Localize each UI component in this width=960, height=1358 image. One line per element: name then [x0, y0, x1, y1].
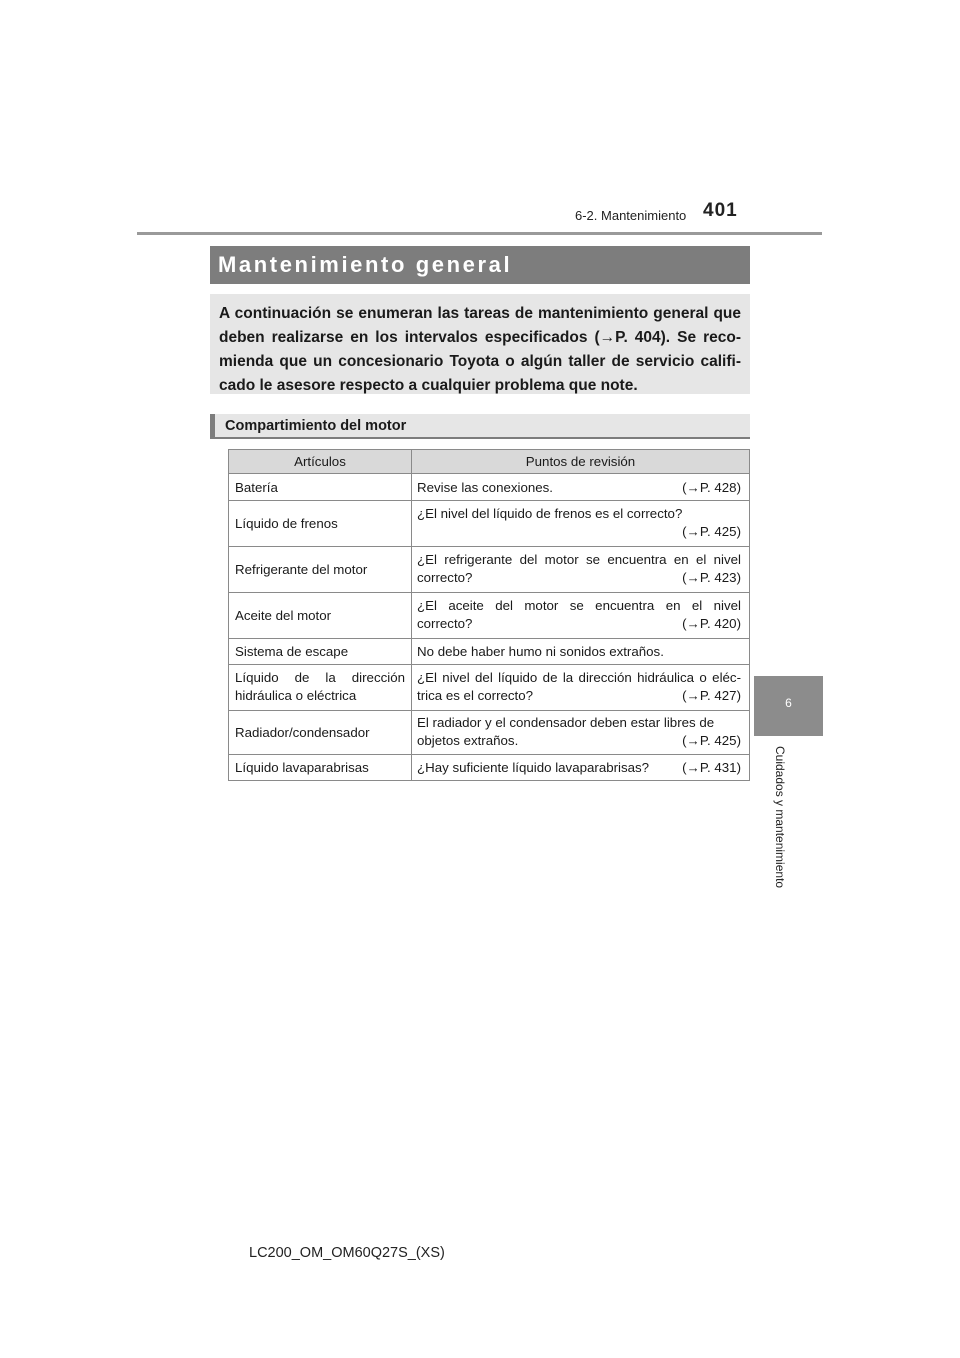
item-name: Líquido lavaparabrisas — [235, 760, 369, 775]
check-text: ¿El aceite del motor se encuentra en el nivel — [417, 598, 741, 613]
page-number: 401 — [703, 200, 738, 221]
check-cell — [412, 474, 750, 501]
table-row — [229, 639, 750, 665]
check-text: El radiador y el condensador deben estar libres de — [417, 715, 715, 730]
check-text: objetos extraños. — [417, 733, 519, 748]
page-title-bar — [210, 246, 750, 284]
item-name: Líquido de la dirección — [235, 670, 405, 685]
check-cell — [412, 665, 750, 711]
chapter-label: Cuidados y mantenimiento — [773, 746, 787, 889]
check-cell — [412, 711, 750, 755]
table-row — [229, 755, 750, 781]
page-reference: (→P. 428) — [682, 479, 741, 495]
page-title: Mantenimiento general — [218, 252, 513, 277]
check-cell — [412, 755, 750, 781]
intro-paragraph — [219, 302, 741, 398]
check-text: correcto? — [417, 570, 473, 585]
check-text: ¿Hay suficiente líquido lavaparabrisas? — [417, 760, 650, 775]
check-cell — [412, 501, 750, 547]
item-cell — [229, 501, 412, 547]
table-header-row — [229, 450, 750, 474]
table-row — [229, 711, 750, 755]
intro-box — [210, 294, 750, 394]
page-reference: (→P. 427) — [682, 688, 741, 703]
page-reference: (→P. 425) — [682, 733, 741, 748]
table-row — [229, 474, 750, 501]
item-cell — [229, 711, 412, 755]
table-row — [229, 501, 750, 547]
intro-line: mienda que un concesionario Toyota o algún taller de servicio califi- — [219, 353, 741, 370]
section-title: 6-2. Mantenimiento — [575, 208, 687, 223]
item-cell — [229, 547, 412, 593]
page-reference: (→P. 425) — [682, 524, 741, 539]
item-cell — [229, 665, 412, 711]
chapter-tab[interactable] — [754, 676, 823, 736]
column-header-checkpoints: Puntos de revisión — [412, 450, 750, 474]
item-name: Radiador/condensador — [235, 725, 370, 740]
table-row — [229, 593, 750, 639]
chapter-number: 6 — [785, 696, 792, 710]
intro-line: cado le asesore respecto a cualquier problema que note. — [219, 377, 638, 394]
item-cell — [229, 755, 412, 781]
item-name: Líquido de frenos — [235, 516, 338, 531]
page-reference: (→P. 420) — [682, 616, 741, 631]
check-text: Revise las conexiones. — [417, 479, 553, 495]
item-name: Aceite del motor — [235, 608, 332, 623]
header-divider — [137, 232, 822, 235]
item-name: Batería — [235, 479, 278, 495]
page-reference: (→P. 431) — [682, 760, 741, 775]
maintenance-table — [228, 449, 750, 781]
item-cell — [229, 639, 412, 665]
item-cell — [229, 474, 412, 501]
check-cell — [412, 593, 750, 639]
item-name: Refrigerante del motor — [235, 562, 368, 577]
item-cell — [229, 593, 412, 639]
check-text: trica es el correcto? — [417, 688, 534, 703]
subsection-title: Compartimiento del motor — [225, 418, 407, 434]
check-text: ¿El nivel del líquido de la dirección hidráulica o eléc- — [417, 670, 741, 685]
check-text: ¿El nivel del líquido de frenos es el correcto? — [417, 506, 683, 521]
table-row — [229, 547, 750, 593]
check-cell — [412, 639, 750, 665]
item-name: hidráulica o eléctrica — [235, 688, 357, 703]
check-text: ¿El refrigerante del motor se encuentra en el nivel — [417, 552, 741, 567]
intro-line: A continuación se enumeran las tareas de mantenimiento general que — [219, 305, 741, 322]
subsection-heading — [210, 414, 750, 439]
check-cell — [412, 547, 750, 593]
page-reference: (→P. 423) — [682, 570, 741, 585]
document-code: LC200_OM_OM60Q27S_(XS) — [249, 1245, 445, 1261]
check-text: correcto? — [417, 616, 473, 631]
intro-line: deben realizarse en los intervalos especificados (→P. 404). Se reco- — [219, 329, 741, 346]
table-row — [229, 665, 750, 711]
column-header-items: Artículos — [229, 450, 412, 474]
check-text: No debe haber humo ni sonidos extraños. — [417, 644, 664, 659]
item-name: Sistema de escape — [235, 644, 349, 659]
